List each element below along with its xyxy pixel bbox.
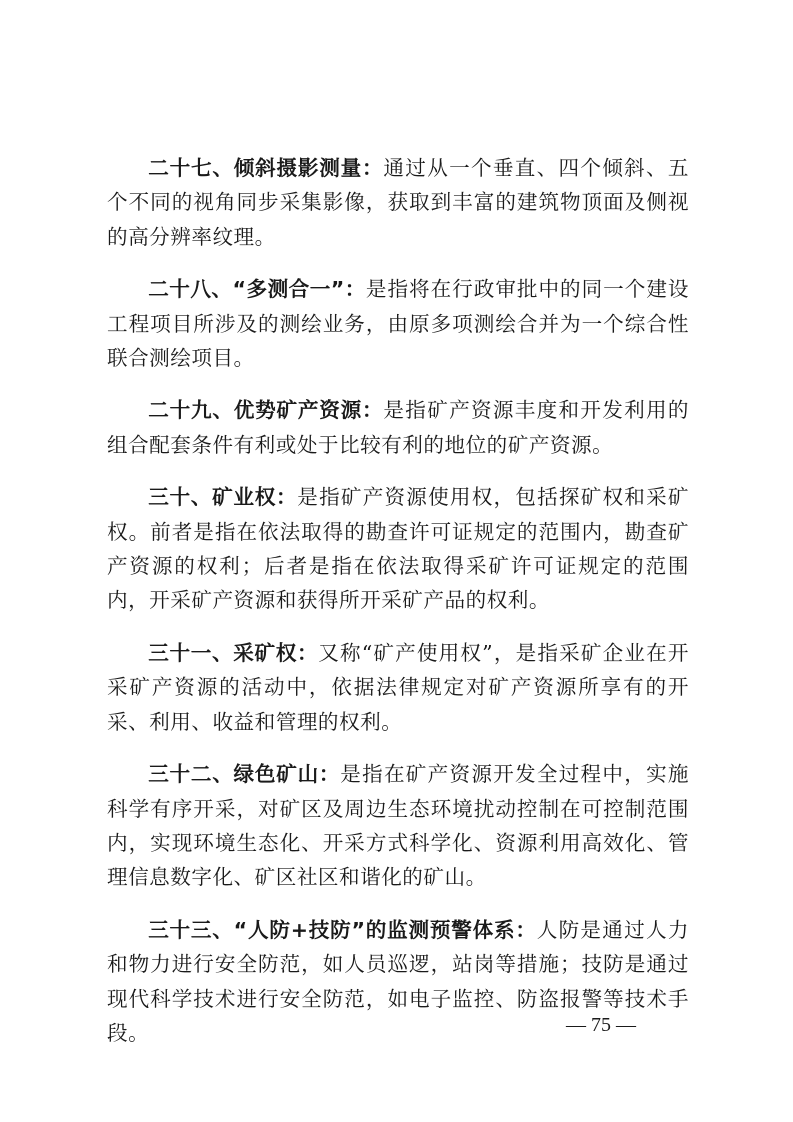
definition-paragraph-30 (107, 480, 689, 618)
definition-text: 是指矿产资源丰度和开发利用的组合配套条件有利或处于比较有利的地位的矿产资源。 (107, 398, 690, 457)
definition-text: 又称“矿产使用权”，是指采矿企业在开采矿产资源的活动中，依据法律规定对矿产资源所享有的开采、利用、收益和管理的权利。 (107, 640, 689, 734)
document-body (107, 151, 689, 1068)
definition-term: 二十七、倾斜摄影测量： (148, 156, 384, 180)
definition-paragraph-27 (107, 151, 689, 254)
definition-paragraph-28 (107, 272, 689, 375)
definition-term: 三十、矿业权： (148, 485, 298, 510)
definition-text: 是指矿产资源使用权，包括探矿权和采矿权。前者是指在依法取得的勘查许可证规定的范围内，勘查矿产资源的权利；后者是指在依法取得采矿许可证规定的范围内，开采矿产资源和获得所开采矿产品的权利。 (107, 485, 690, 613)
definition-term: 三十三、“人防+技防”的监测预警体系： (148, 917, 537, 942)
definition-paragraph-32 (107, 757, 689, 895)
page-number: — 75 — (566, 1014, 636, 1036)
definition-text: 是指将在行政审批中的同一个建设工程项目所涉及的测绘业务，由原多项测绘合并为一个综合性联合测绘项目。 (107, 277, 689, 371)
definition-paragraph-31 (107, 636, 689, 739)
definition-text: 是指在矿产资源开发全过程中，实施科学有序开采，对矿区及周边生态环境扰动控制在可控制范围内，实现环境生态化、开采方式科学化、资源利用高效化、管理信息数字化、矿区社区和谐化的矿山。 (107, 762, 690, 890)
definition-term: 三十一、采矿权： (148, 640, 319, 665)
definition-text: 人防是通过人力和物力进行安全防范，如人员巡逻，站岗等措施；技防是通过现代科学技术进行安全防范，如电子监控、防盗报警等技术手段。 (107, 917, 689, 1045)
definition-term: 三十二、绿色矿山： (148, 762, 341, 787)
definition-paragraph-29 (107, 393, 689, 462)
definition-term: 二十九、优势矿产资源： (148, 398, 384, 423)
definition-text: 通过从一个垂直、四个倾斜、五个不同的视角同步采集影像，获取到丰富的建筑物顶面及侧视的高分辨率纹理。 (107, 156, 690, 249)
definition-term: 二十八、“多测合一”： (148, 277, 366, 302)
